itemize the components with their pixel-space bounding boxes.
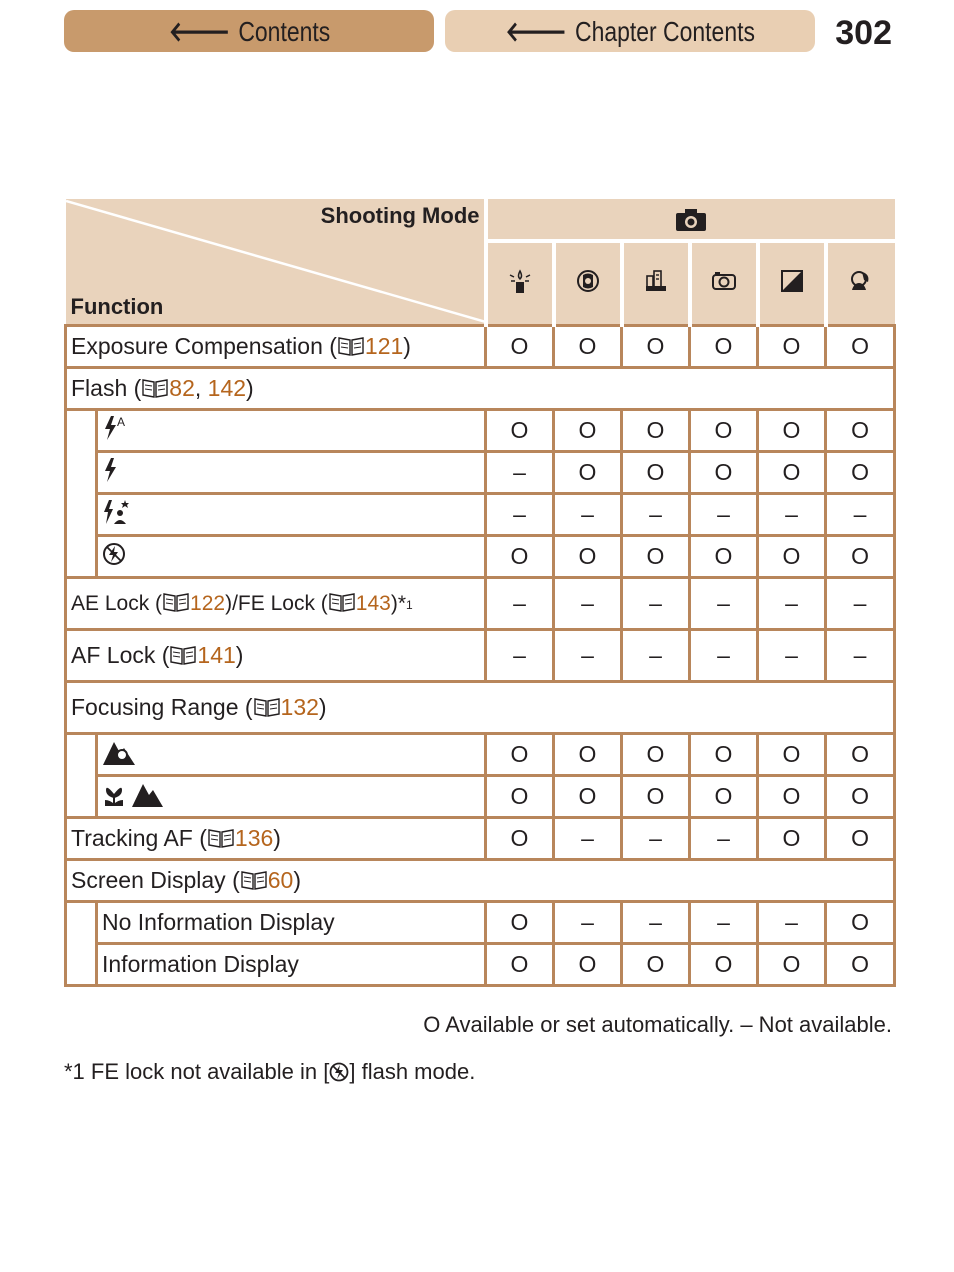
- soft-focus-icon: [848, 268, 874, 300]
- arrow-left-icon: 🡐: [168, 16, 230, 47]
- availability-cell: –: [554, 630, 622, 682]
- availability-cell: O: [554, 410, 622, 452]
- fisheye-icon: [575, 268, 601, 300]
- option-label: Information Display: [102, 951, 299, 977]
- availability-cell: O: [486, 734, 554, 776]
- table-row: [66, 630, 895, 682]
- function-label: Function: [70, 294, 164, 319]
- mode-header-monochrome: [758, 241, 826, 326]
- page-reference-link[interactable]: 141: [197, 642, 236, 668]
- function-label-suffix: )*: [390, 592, 406, 615]
- availability-cell: O: [690, 776, 758, 818]
- availability-cell: O: [758, 818, 826, 860]
- macro-normal-icon: [102, 780, 164, 814]
- availability-cell: –: [758, 902, 826, 944]
- page-reference-icon: [240, 869, 268, 891]
- availability-cell: O: [690, 410, 758, 452]
- toy-camera-icon: [711, 268, 737, 300]
- footnote-prefix: *1 FE lock not available in [: [64, 1059, 330, 1084]
- page-reference-icon: [207, 827, 235, 849]
- function-label-suffix: ): [403, 333, 411, 359]
- availability-cell: –: [486, 630, 554, 682]
- function-cell: [66, 326, 486, 368]
- page-reference-icon: [253, 696, 281, 718]
- footnote-marker: 1: [406, 598, 413, 612]
- availability-cell: O: [554, 734, 622, 776]
- function-label: AE Lock (: [71, 592, 163, 615]
- function-cell: Flash ( 82, 142): [66, 368, 895, 410]
- availability-cell: O: [554, 536, 622, 578]
- mode-header-fisheye: [554, 241, 622, 326]
- function-label: Exposure Compensation (: [71, 333, 337, 359]
- contents-button[interactable]: [64, 10, 434, 52]
- footnote-suffix: ] flash mode.: [349, 1059, 476, 1084]
- availability-cell: O: [690, 536, 758, 578]
- availability-cell: O: [826, 944, 895, 986]
- function-label-suffix: ): [235, 642, 244, 668]
- arrow-left-icon: 🡐: [505, 16, 567, 47]
- function-cell: [66, 630, 486, 682]
- availability-cell: O: [554, 944, 622, 986]
- availability-cell: O: [486, 536, 554, 578]
- availability-cell: –: [826, 630, 895, 682]
- availability-cell: O: [622, 776, 690, 818]
- availability-cell: O: [758, 410, 826, 452]
- monochrome-icon: [779, 268, 805, 300]
- option-cell: [97, 902, 486, 944]
- mode-header-miniature: [622, 241, 690, 326]
- page-reference-icon: [328, 591, 356, 613]
- availability-cell: O: [622, 944, 690, 986]
- availability-cell: –: [758, 494, 826, 536]
- availability-cell: –: [554, 818, 622, 860]
- mode-header-candlelight: [486, 241, 554, 326]
- availability-cell: O: [622, 410, 690, 452]
- page-reference-link[interactable]: 60: [267, 867, 294, 893]
- function-cell: [66, 578, 486, 630]
- availability-cell: O: [486, 944, 554, 986]
- page-reference-link[interactable]: 132: [280, 694, 319, 720]
- availability-cell: O: [622, 536, 690, 578]
- availability-cell: O: [622, 734, 690, 776]
- availability-cell: –: [690, 494, 758, 536]
- table-row: [66, 818, 895, 860]
- availability-cell: –: [690, 578, 758, 630]
- availability-cell: O: [554, 326, 622, 368]
- table-row: [66, 902, 895, 944]
- page-reference-icon: [141, 377, 169, 399]
- flash-off-icon: [102, 542, 126, 572]
- candlelight-icon: [507, 268, 533, 300]
- function-cell: [66, 860, 895, 902]
- table-row: [66, 494, 895, 536]
- table-row: [66, 860, 895, 902]
- option-cell: [97, 494, 486, 536]
- availability-cell: –: [486, 578, 554, 630]
- page-reference-link[interactable]: 142: [207, 375, 247, 401]
- chapter-contents-label: Chapter Contents: [574, 16, 755, 47]
- availability-cell: –: [486, 452, 554, 494]
- availability-cell: –: [554, 494, 622, 536]
- page-number: 302: [835, 14, 892, 52]
- availability-cell: –: [690, 902, 758, 944]
- availability-cell: O: [486, 410, 554, 452]
- function-cell: [66, 818, 486, 860]
- svg-text:A: A: [117, 414, 126, 429]
- page-reference-icon: [337, 335, 365, 357]
- availability-cell: O: [826, 734, 895, 776]
- shooting-mode-label: Shooting Mode: [320, 203, 480, 228]
- table-corner-header: [66, 199, 486, 326]
- table-row: [66, 410, 895, 452]
- availability-cell: O: [690, 326, 758, 368]
- option-cell: [97, 536, 486, 578]
- availability-cell: –: [758, 578, 826, 630]
- page-reference-link[interactable]: 143: [355, 592, 391, 615]
- availability-cell: O: [758, 776, 826, 818]
- availability-cell: –: [826, 494, 895, 536]
- availability-cell: O: [826, 776, 895, 818]
- availability-cell: –: [690, 818, 758, 860]
- option-cell: [97, 452, 486, 494]
- page-reference-icon: [169, 644, 197, 666]
- availability-cell: O: [622, 326, 690, 368]
- availability-cell: O: [690, 452, 758, 494]
- camera-mode-header: [486, 199, 895, 241]
- function-label-suffix: ): [246, 375, 254, 401]
- table-row: [66, 536, 895, 578]
- availability-cell: O: [486, 818, 554, 860]
- table-row: [66, 578, 895, 630]
- availability-cell: –: [554, 902, 622, 944]
- mode-header-toy-camera: [690, 241, 758, 326]
- availability-cell: O: [826, 410, 895, 452]
- availability-cell: –: [758, 630, 826, 682]
- mode-header-soft-focus: [826, 241, 895, 326]
- availability-cell: O: [486, 326, 554, 368]
- table-row: [66, 944, 895, 986]
- availability-cell: –: [690, 630, 758, 682]
- availability-cell: O: [486, 902, 554, 944]
- function-label-suffix: ): [273, 825, 281, 851]
- availability-cell: O: [826, 902, 895, 944]
- flash-on-icon: [102, 457, 122, 489]
- availability-cell: O: [554, 776, 622, 818]
- function-label: Flash (: [71, 375, 142, 401]
- availability-cell: O: [690, 734, 758, 776]
- availability-cell: O: [758, 734, 826, 776]
- function-label: Screen Display (: [71, 867, 240, 893]
- page-reference-link[interactable]: 136: [234, 825, 274, 851]
- table-row: [66, 452, 895, 494]
- option-cell: [97, 776, 486, 818]
- page-reference-link[interactable]: 122: [190, 592, 226, 615]
- function-cell: [66, 682, 895, 734]
- contents-label: Contents: [237, 16, 330, 47]
- option-label: No Information Display: [102, 909, 335, 935]
- availability-cell: O: [758, 944, 826, 986]
- infinity-icon: [102, 738, 136, 772]
- legend: O Available or set automatically. – Not available.: [423, 1012, 892, 1037]
- table-row: [66, 776, 895, 818]
- availability-cell: –: [622, 902, 690, 944]
- function-label: AF Lock (: [71, 642, 170, 668]
- availability-cell: –: [622, 494, 690, 536]
- availability-cell: O: [826, 326, 895, 368]
- function-label-suffix: ): [318, 694, 327, 720]
- availability-cell: –: [622, 578, 690, 630]
- function-label: Tracking AF (: [71, 825, 207, 851]
- availability-cell: –: [622, 818, 690, 860]
- availability-cell: –: [622, 630, 690, 682]
- table-row: [66, 682, 895, 734]
- option-cell: [97, 944, 486, 986]
- footnote: [64, 1059, 475, 1085]
- table-row: [66, 734, 895, 776]
- availability-cell: O: [826, 452, 895, 494]
- availability-cell: O: [486, 776, 554, 818]
- availability-cell: O: [758, 326, 826, 368]
- camera-icon: [675, 208, 707, 232]
- availability-cell: O: [690, 944, 758, 986]
- option-cell: [97, 734, 486, 776]
- availability-cell: –: [826, 578, 895, 630]
- page-reference-link[interactable]: 121: [364, 333, 404, 359]
- page-reference-icon: [162, 591, 190, 613]
- function-label: Focusing Range (: [71, 694, 253, 720]
- function-label-mid: )/FE Lock (: [225, 592, 328, 615]
- flash-auto-icon: [102, 415, 132, 447]
- function-label-suffix: ): [293, 867, 301, 893]
- miniature-icon: [643, 268, 669, 300]
- availability-cell: O: [622, 452, 690, 494]
- flash-off-icon: [329, 1062, 349, 1082]
- option-cell: [97, 410, 486, 452]
- availability-cell: –: [486, 494, 554, 536]
- availability-cell: O: [758, 452, 826, 494]
- availability-cell: O: [554, 452, 622, 494]
- page-reference-link[interactable]: 82: [169, 375, 195, 401]
- function-availability-table: [64, 199, 896, 987]
- chapter-contents-button[interactable]: [445, 10, 815, 52]
- availability-cell: –: [554, 578, 622, 630]
- table-row: [66, 368, 895, 410]
- table-row: [66, 326, 895, 368]
- availability-cell: O: [826, 818, 895, 860]
- availability-cell: O: [758, 536, 826, 578]
- availability-cell: O: [826, 536, 895, 578]
- slow-synchro-icon: [102, 499, 132, 531]
